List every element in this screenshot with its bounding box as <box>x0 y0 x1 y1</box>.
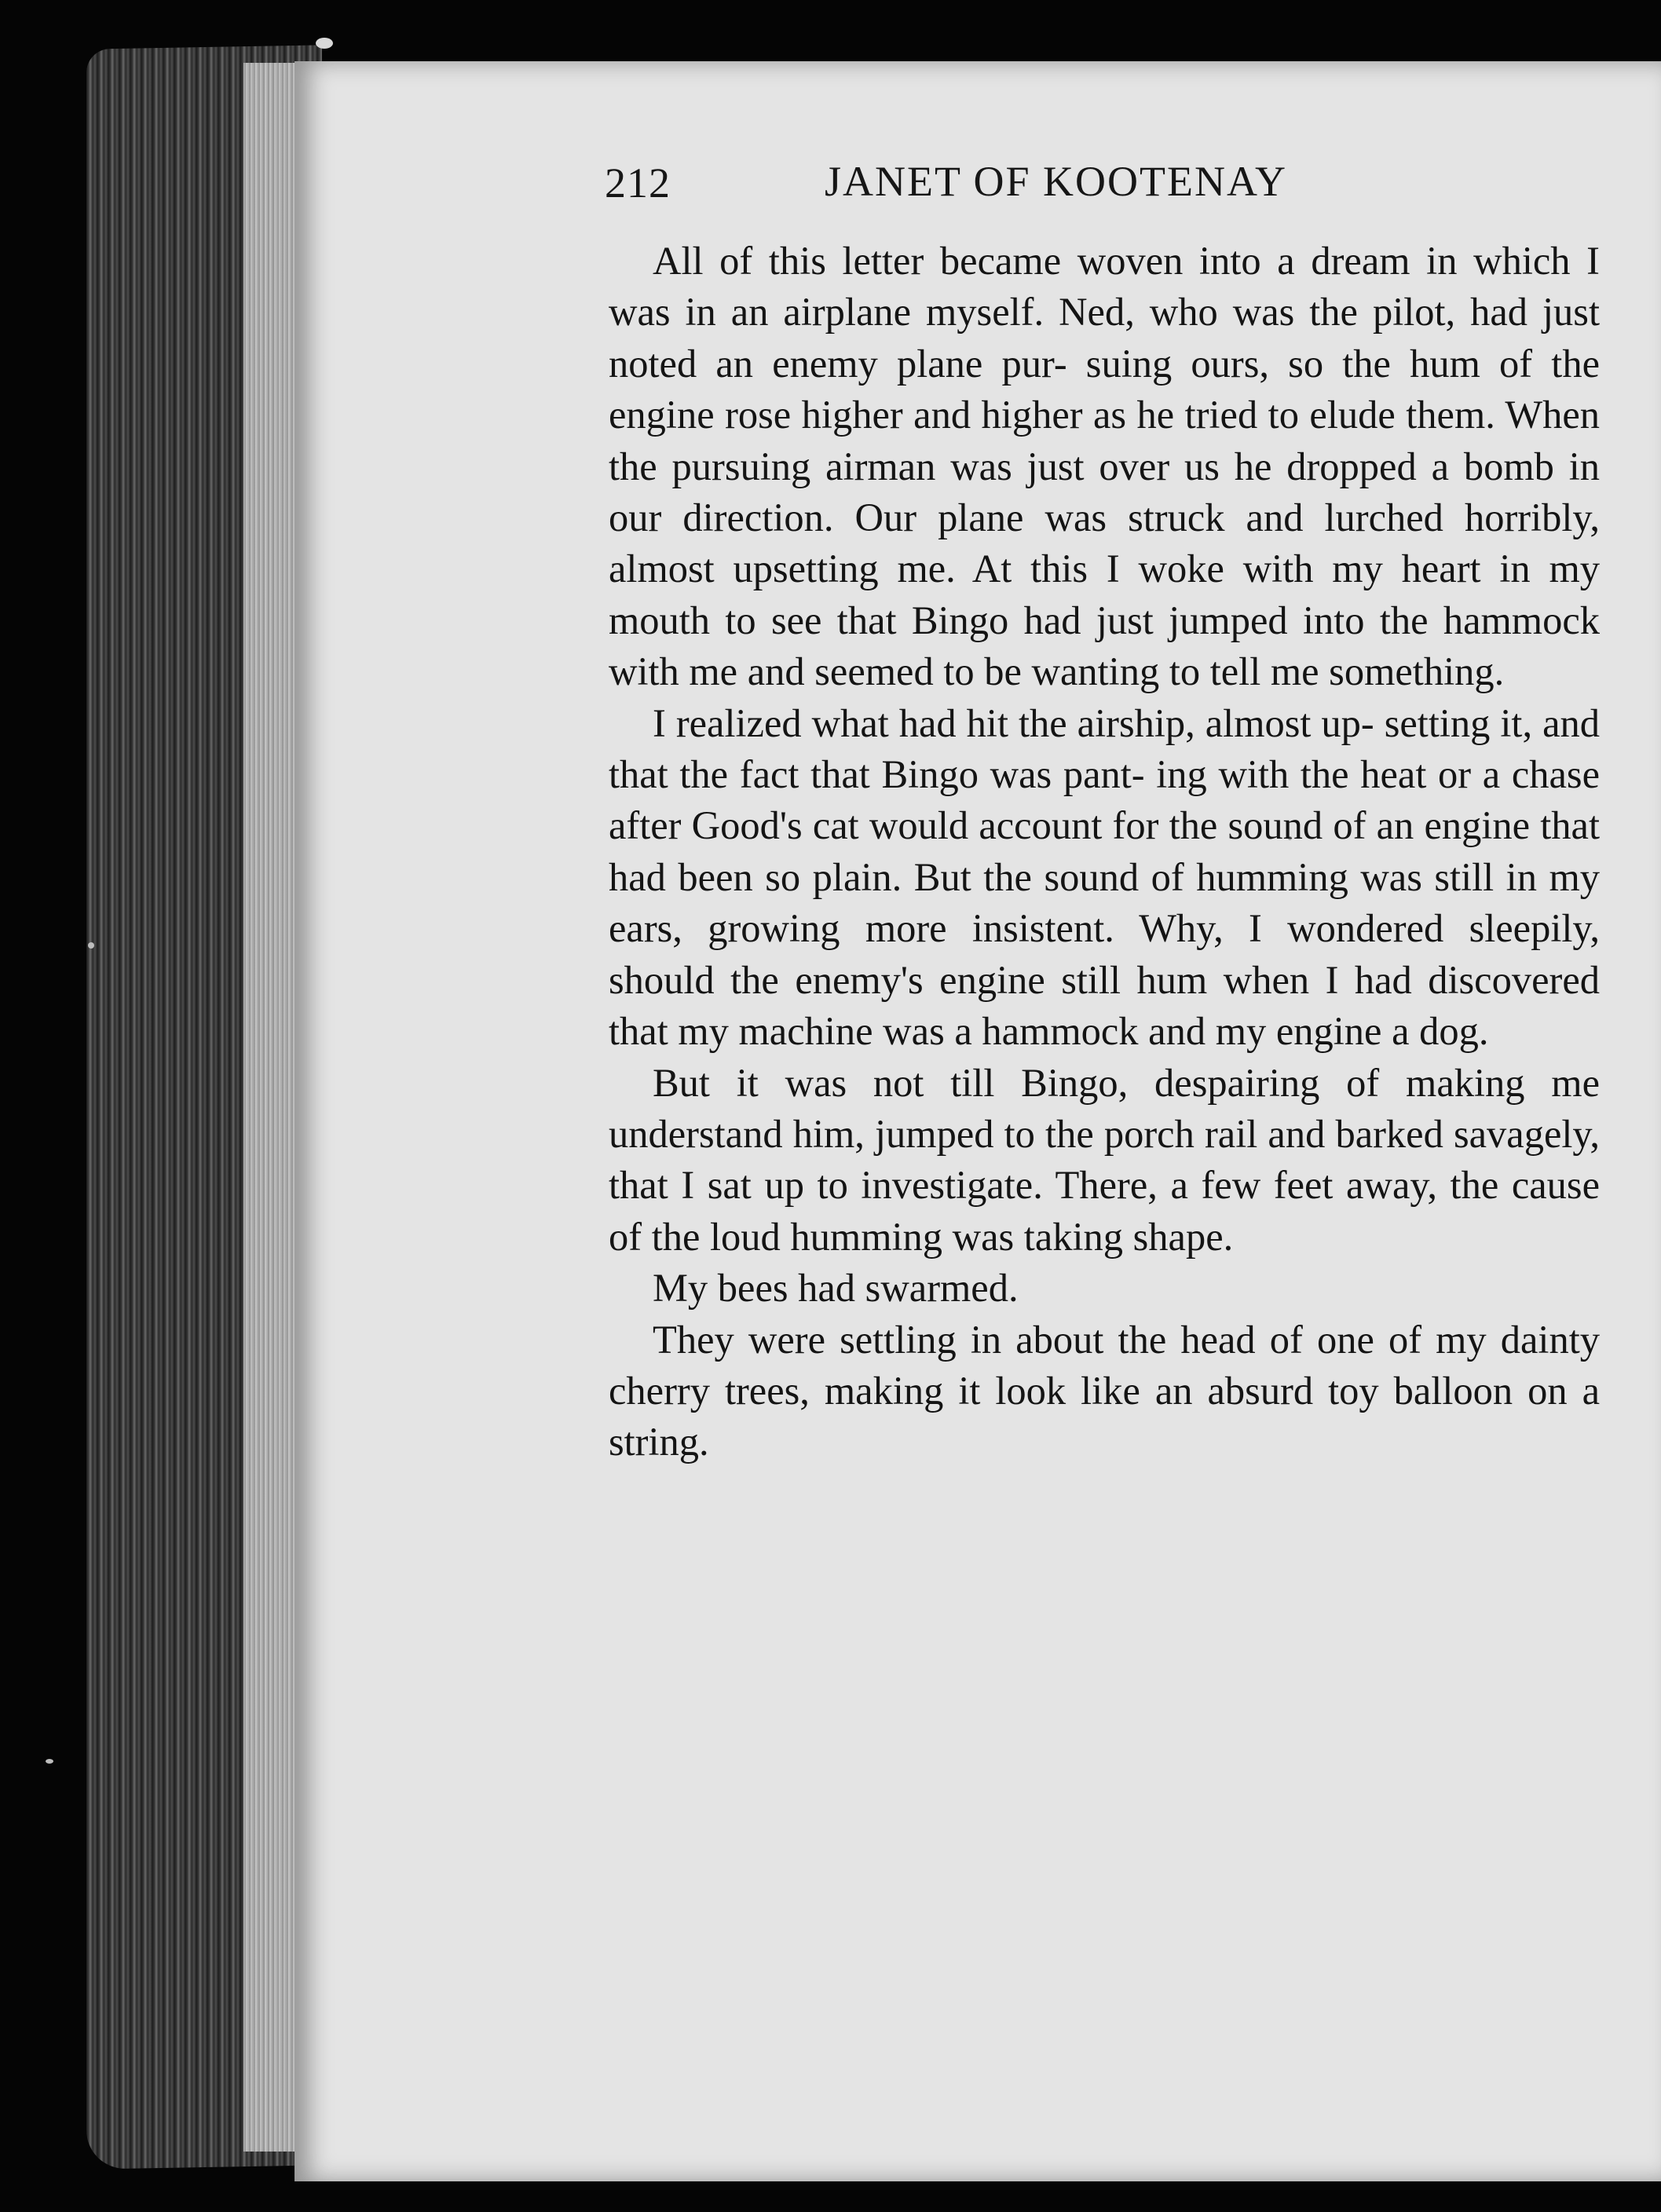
paragraph: They were settling in about the head of one of my dainty cherry trees, making it look like an absurd toy balloon on a string. <box>609 1317 1600 1464</box>
page-number: 212 <box>605 159 671 207</box>
dust-speck <box>46 1759 53 1764</box>
body-text <box>609 236 1600 1468</box>
dust-speck <box>316 38 333 49</box>
paragraph: My bees had swarmed. <box>653 1266 1019 1311</box>
paragraph: All of this letter became woven into a dream in which I was in an airplane myself. Ned, who was the pilot, had just noted an enemy plane pur- suing ours, so the hum of the engine rose higher and higher as he tried to elude them. When the pursuing airman was just over us he dropped a bomb in our direction. Our plane was struck and lurched horribly, almost upsetting me. At this I woke with my heart in my mouth to see that Bingo had just jumped into the hammock with me and seemed to be wanting to tell me something. <box>609 239 1600 694</box>
book-title: JANET OF KOOTENAY <box>825 158 1288 205</box>
paragraph: I realized what had hit the airship, almost up- setting it, and that the fact that Bingo was pant- ing with the heat or a chase after Good's cat would account for the sound of an engine that had been so plain. But the sound of humming was still in my ears, growing more insistent. Why, I wondered sleepily, should the enemy's engine still hum when I had discovered that my machine was a hammock and my engine a dog. <box>609 700 1600 1054</box>
page-block-highlight <box>243 63 298 2152</box>
running-head <box>605 102 1657 207</box>
paragraph: But it was not till Bingo, despairing of making me understand him, jumped to the porch rail and barked savagely, that I sat up to investigate. There, a few feet away, the cause of the loud humming was taking shape. <box>609 1060 1600 1259</box>
dust-speck <box>88 942 94 949</box>
